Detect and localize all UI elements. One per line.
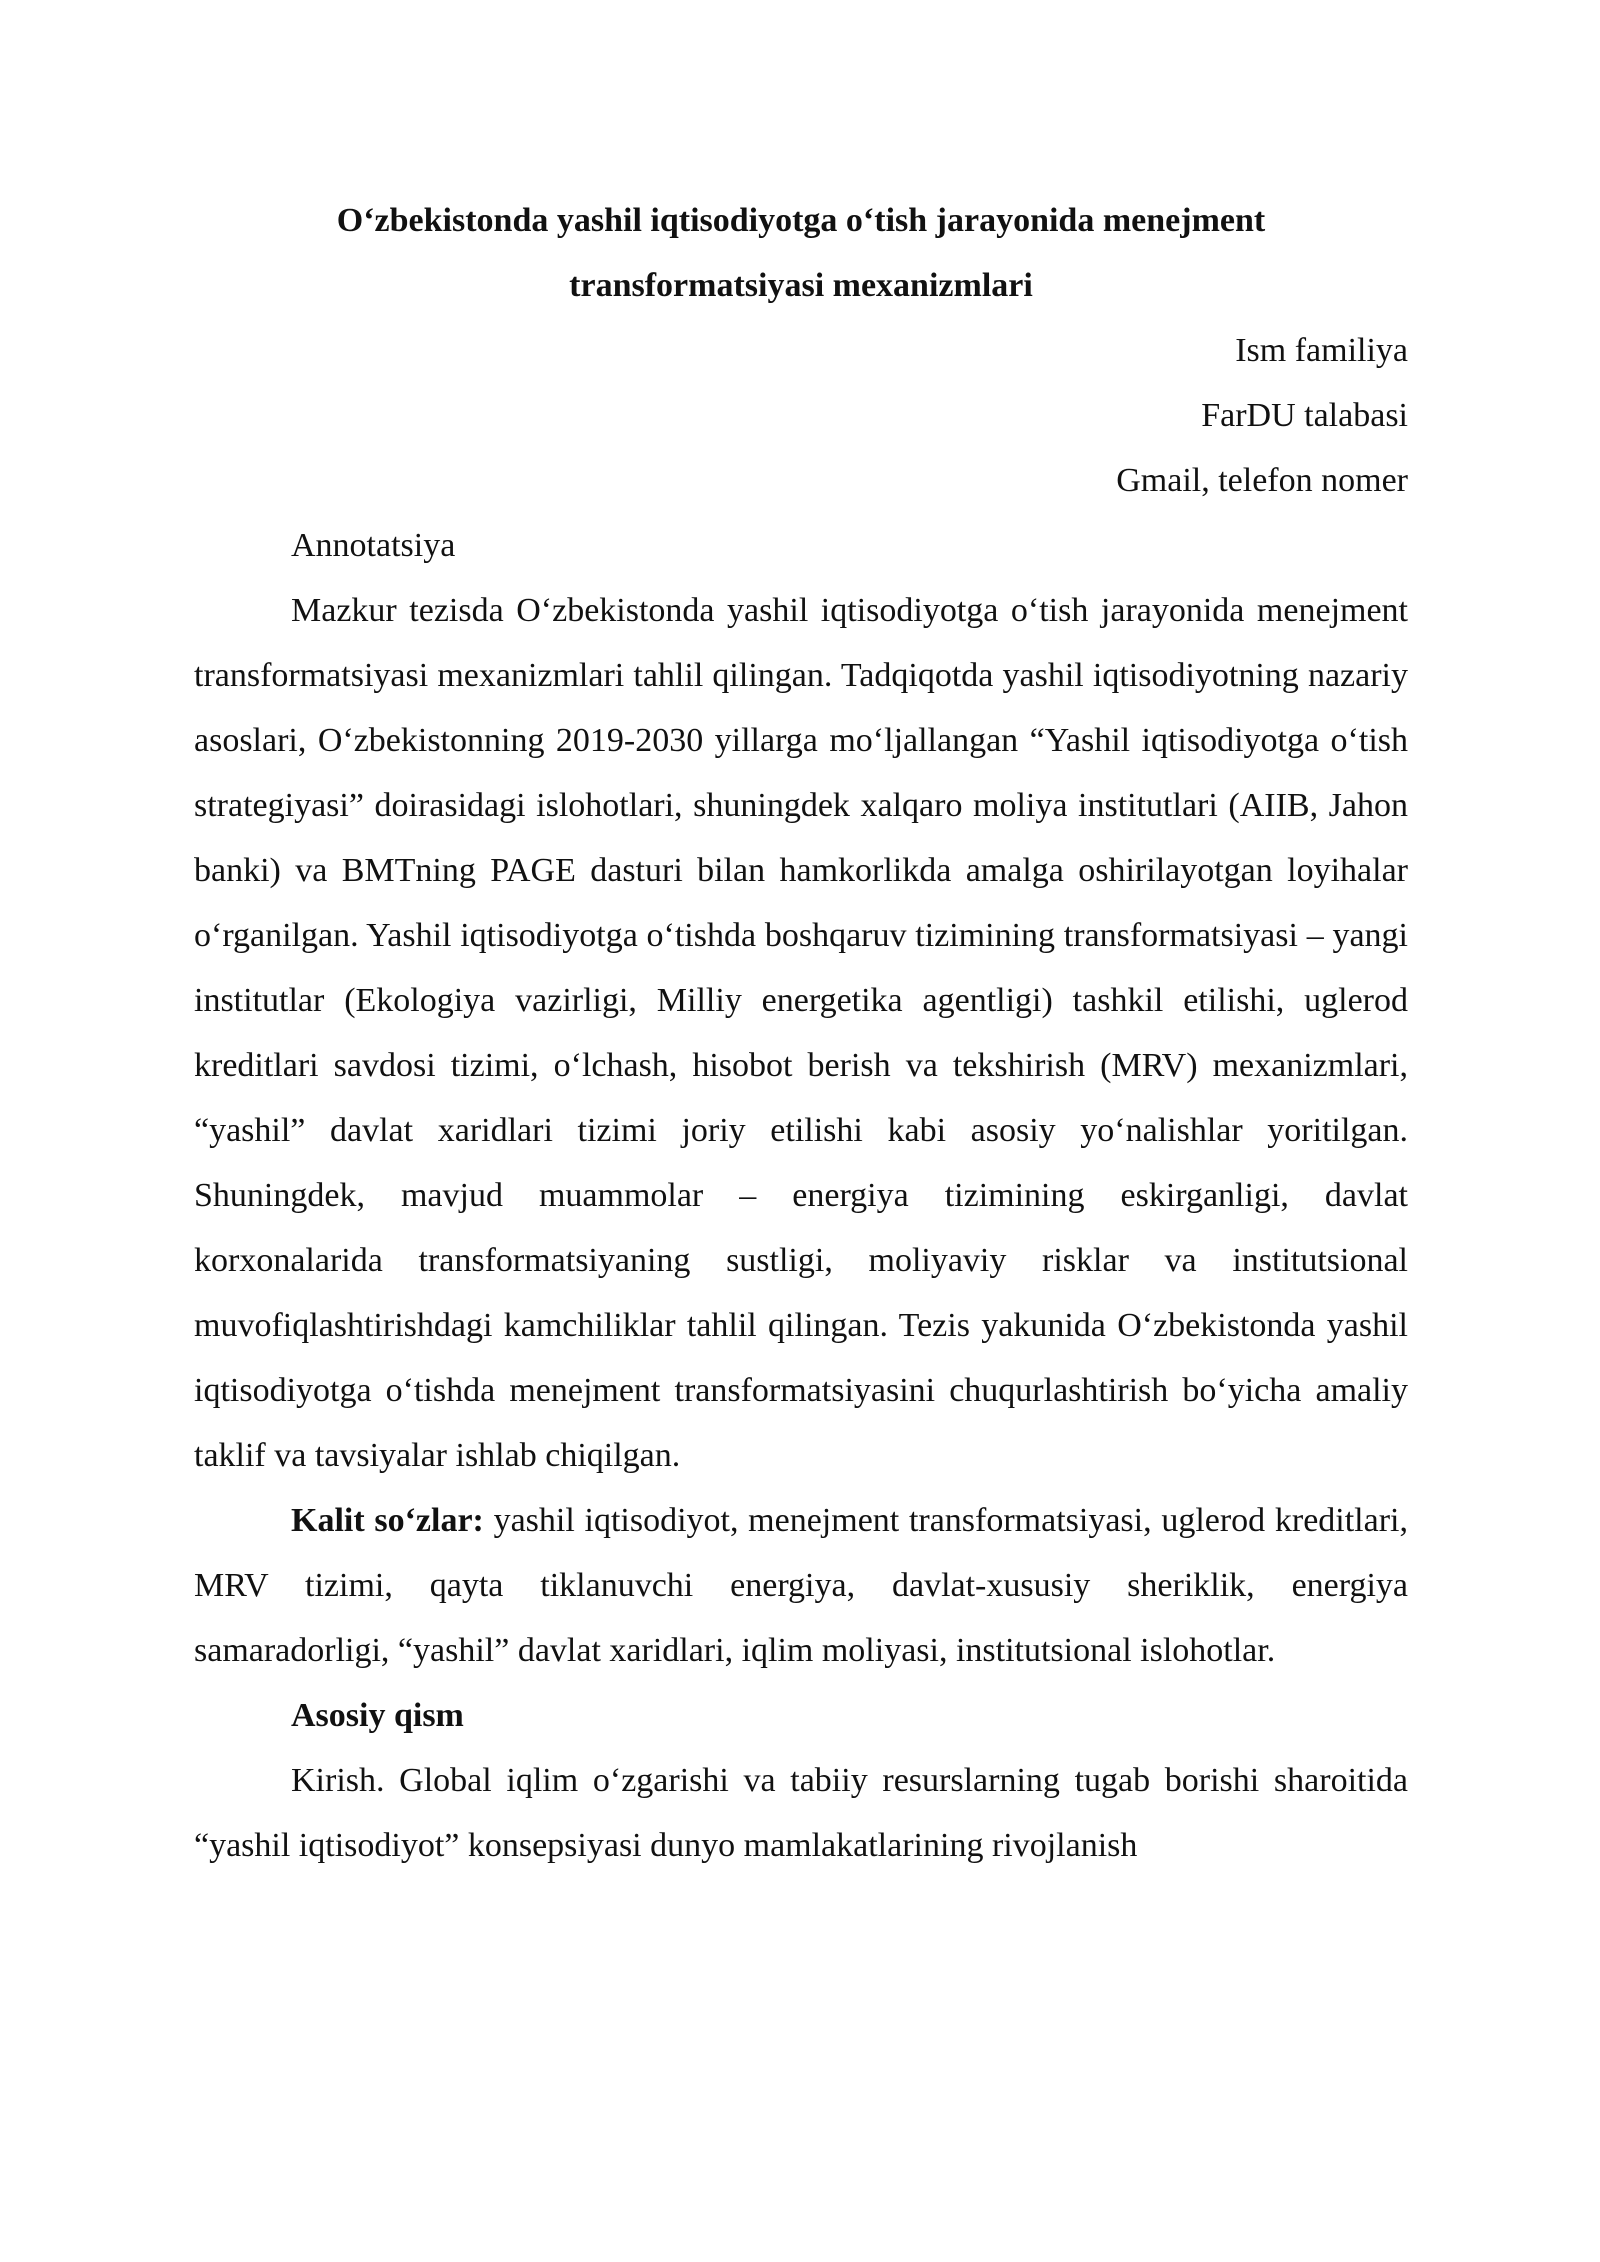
- main-section-heading: Asosiy qism: [291, 1697, 464, 1734]
- intro-paragraph: Kirish. Global iqlim o‘zgarishi va tabiiy resurslarning tugab borishi sharoitida “yashil iqtisodiyot” konsepsiyasi dunyo mamlakatlarining rivojlanish: [194, 1762, 1408, 1864]
- keywords-label: Kalit so‘zlar:: [291, 1502, 484, 1539]
- keywords-text: yashil iqtisodiyot, menejment transformatsiyasi, uglerod kreditlari, MRV tizimi, qayta tiklanuvchi energiya, davlat-xususiy sheriklik, energiya samaradorligi, “yashil” davlat xaridlari, iqlim moliyasi, institutsional islohotlar.: [194, 1502, 1408, 1669]
- annotation-heading: Annotatsiya: [291, 527, 456, 564]
- author-name: Ism familiya: [1235, 332, 1408, 369]
- author-affiliation: FarDU talabasi: [1201, 397, 1408, 434]
- document-content: [194, 188, 1408, 1878]
- annotation-paragraph: Mazkur tezisda O‘zbekistonda yashil iqtisodiyotga o‘tish jarayonida menejment transformatsiyasi mexanizmlari tahlil qilingan. Tadqiqotda yashil iqtisodiyotning nazariy asoslari, O‘zbekistonning 2019-2030 yillarga mo‘ljallangan “Yashil iqtisodiyotga o‘tish strategiyasi” doirasidagi islohotlari, shuningdek xalqaro moliya institutlari (AIIB, Jahon banki) va BMTning PAGE dasturi bilan hamkorlikda amalga oshirilayotgan loyihalar o‘rganilgan. Yashil iqtisodiyotga o‘tishda boshqaruv tizimining transformatsiyasi – yangi institutlar (Ekologiya vazirligi, Milliy energetika agentligi) tashkil etilishi, uglerod kreditlari savdosi tizimi, o‘lchash, hisobot berish va tekshirish (MRV) mexanizmlari, “yashil” davlat xaridlari tizimi joriy etilishi kabi asosiy yo‘nalishlar yoritilgan. Shuningdek, mavjud muammolar – energiya tizimining eskirganligi, davlat korxonalarida transformatsiyaning sustligi, moliyaviy risklar va institutsional muvofiqlashtirishdagi kamchiliklar tahlil qilingan. Tezis yakunida O‘zbekistonda yashil iqtisodiyotga o‘tishda menejment transformatsiyasini chuqurlashtirish bo‘yicha amaliy taklif va tavsiyalar ishlab chiqilgan.: [194, 592, 1408, 1474]
- keywords-paragraph: [194, 1488, 1408, 1683]
- author-contact: Gmail, telefon nomer: [1116, 462, 1408, 499]
- document-title: O‘zbekistonda yashil iqtisodiyotga o‘tish jarayonida menejment transformatsiyasi mexanizmlari: [336, 202, 1266, 304]
